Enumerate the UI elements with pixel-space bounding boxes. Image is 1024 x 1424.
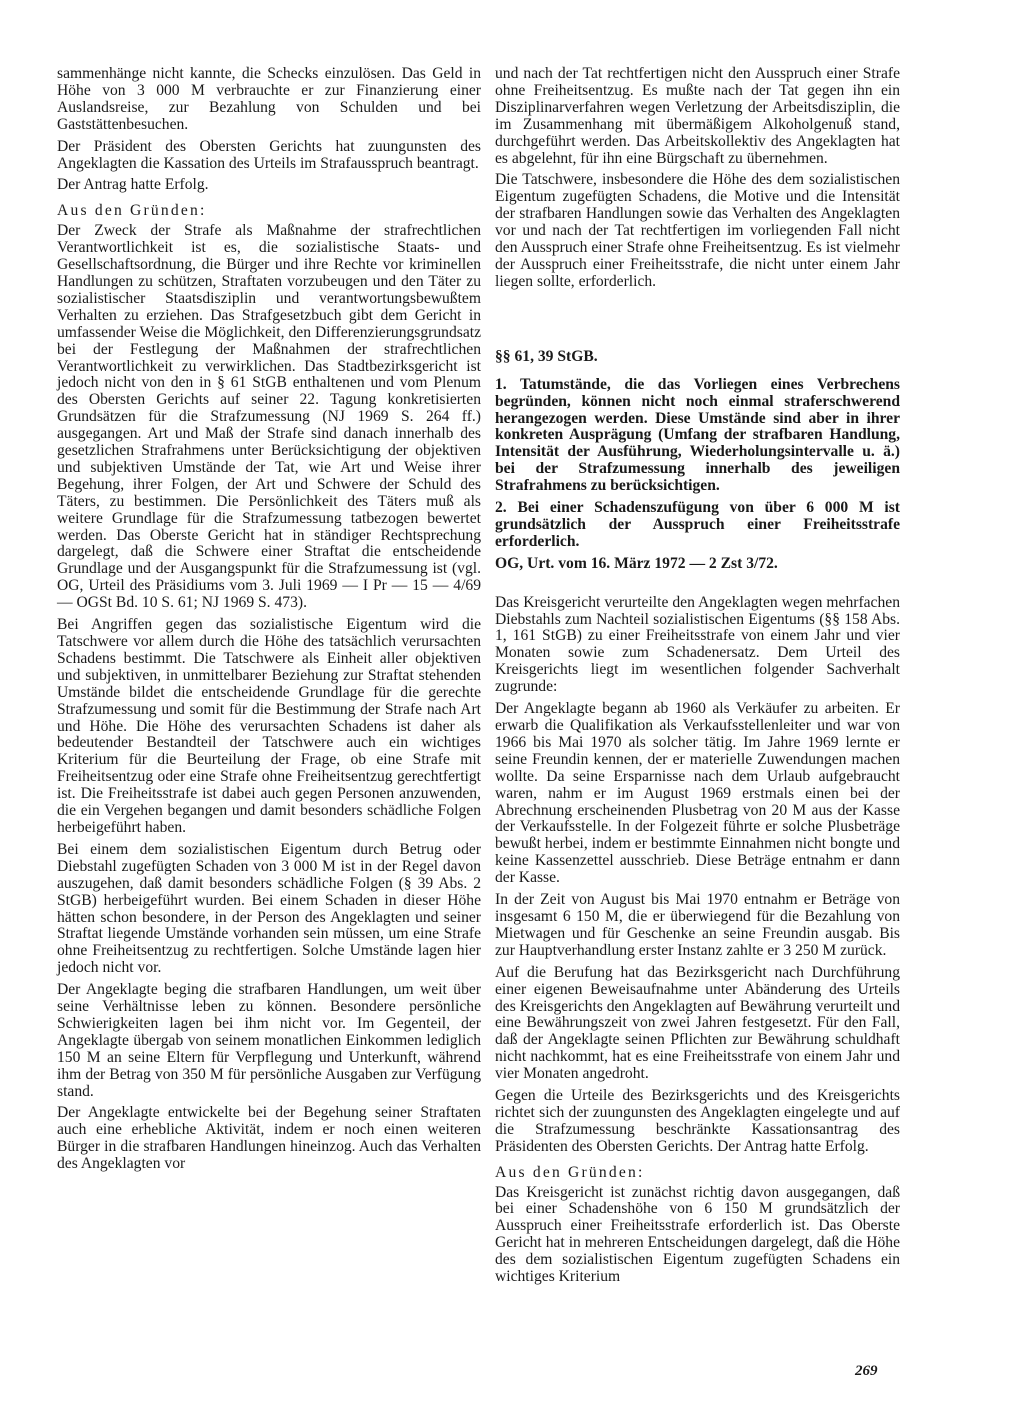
- paragraph: Der Antrag hatte Erfolg.: [57, 176, 209, 194]
- headnote: 2. Bei einer Schadenszufügung von über 6 000 M ist grundsätzlich der Ausspruch einer Freiheitsstrafe erforderlich.: [495, 499, 900, 550]
- court-citation: OG, Urt. vom 16. März 1972 — 2 Zst 3/72.: [495, 554, 778, 572]
- right-column: [495, 66, 900, 1291]
- paragraph: Das Kreisgericht verurteilte den Angeklagten wegen mehrfachen Diebstahls zum Nachteil sozialistischen Eigentums (§§ 158 Abs. 1, 161 StGB) zu einer Freiheitsstrafe von einem Jahr und vier Monaten sowie zum Schadenersatz. Dem Urteil des Kreisgerichts liegt im wesentlichen folgender Sachverhalt zugrunde:: [495, 593, 900, 696]
- paragraph: Der Zweck der Strafe als Maßnahme der strafrechtlichen Verantwortlichkeit ist es, die sozialistische Staats- und Gesellschaftsordnung, die Bürger und ihre Rechte vor kriminellen Handlungen zu schützen, Straftaten vorzubeugen und den Täter zu sozialistischer Staatsdisziplin und verantwortungsbewußtem Verhalten zu erziehen. Das Strafgesetzbuch gibt dem Gericht in umfassender Weise die Möglichkeit, den Differenzierungsgrundsatz bei der Festlegung der Maßnahmen der strafrechtlichen Verantwortlichkeit zu verwirklichen. Das Stadtbezirksgericht ist jedoch nicht von den in § 61 StGB enthaltenen und vom Plenum des Obersten Gerichts auf seiner 22. Tagung konkretisierten Grundsätzen für die Strafzumessung (NJ 1969 S. 264 ff.) ausgegangen. Art und Maß der Strafe sind danach innerhalb des gesetzlichen Strafrahmens unter Berücksichtigung der objektiven und subjektiven Umstände der Tat, wie Art und Weise ihrer Begehung, ihrer Folgen, der Art und Schwere der Schuld des Täters, zu bestimmen. Die Persönlichkeit des Täters muß als weitere Grundlage für die Strafzumessung tatbezogen bewertet werden. Das Oberste Gericht hat in ständiger Rechtsprechung dargelegt, daß die Schwere einer Straftat die entscheidende Grundlage und der Ausgangspunkt für die Strafzumessung ist (vgl. OG, Urteil des Präsidiums vom 3. Juli 1969 — I Pr — 15 — 4/69 — OGSt Bd. 10 S. 61; NJ 1969 S. 473).: [57, 222, 481, 612]
- headnote: 1. Tatumstände, die das Vorliegen eines Verbrechens begründen, können nicht noch einmal straferschwerend herangezogen werden. Diese Umstände sind aber in ihrer konkreten Ausprägung (Umfang der strafbaren Handlung, Intensität der Ausführung, Wiederholungsintervalle u. ä.) bei der Strafzumessung innerhalb des jeweiligen Strafrahmens zu berücksichtigen.: [495, 375, 900, 495]
- paragraph: Der Angeklagte beging die strafbaren Handlungen, um weit über seine Verhältnisse leben zu können. Besondere persönliche Schwierigkeiten lagen bei ihm nicht vor. Im Gegenteil, der Angeklagte übergab von seinem monatlichen Einkommen lediglich 150 M an seine Eltern für Verpflegung und Unterkunft, während ihm der Betrag von 350 M für persönliche Ausgaben zur Verfügung stand.: [57, 981, 481, 1100]
- page-number: 269: [855, 1363, 878, 1379]
- paragraph: Der Angeklagte begann ab 1960 als Verkäufer zu arbeiten. Er erwarb die Qualifikation als Verkaufsstellenleiter und war von 1966 bis Mai 1970 als solcher tätig. Im Jahre 1969 lernte er seine Freundin kennen, der er materielle Zuwendungen machen wollte. Da seine Ersparnisse nach dem Urlaub aufgebraucht waren, nahm er im August 1969 erstmals einen bei der Abrechnung erscheinenden Plusbetrag von 20 M aus der Kasse der Verkaufsstelle. In der Folgezeit führte er solche Plusbeträge bewußt herbei, indem er bestimmte Einnahmen nicht bongte und keine Kassenzettel ausschrieb. Diese Beträge entnahm er dann der Kasse.: [495, 700, 900, 887]
- section-heading: Aus den Gründen:: [57, 202, 207, 220]
- paragraph: Bei einem dem sozialistischen Eigentum durch Betrug oder Diebstahl zugefügten Schaden von 3 000 M ist in der Regel davon auszugehen, daß damit besonders schädliche Folgen (§ 39 Abs. 2 StGB) herbeigeführt wurden. Bei einem Schaden in dieser Höhe hätten schon besondere, in der Person des Angeklagten und seiner Straftat liegende Umstände vorhanden sein müssen, um eine Strafe ohne Freiheitsentzug zu rechtfertigen. Solche Umstände lagen hier jedoch nicht vor.: [57, 840, 481, 977]
- paragraph: In der Zeit von August bis Mai 1970 entnahm er Beträge von insgesamt 6 150 M, die er überwiegend für die Bezahlung von Mietwagen und für Geschenke an seine Freundin ausgab. Bis zur Hauptverhandlung erster Instanz zahlte er 3 250 M zurück.: [495, 891, 900, 959]
- paragraph: sammenhänge nicht kannte, die Schecks einzulösen. Das Geld in Höhe von 3 000 M verbrauchte er zur Finanzierung einer Auslandsreise, zur Bezahlung von Schulden und bei Gaststättenbesuchen.: [57, 65, 481, 133]
- section-heading: Aus den Gründen:: [495, 1163, 645, 1181]
- paragraph: Bei Angriffen gegen das sozialistische Eigentum wird die Tatschwere vor allem durch die Höhe des tatsächlich verursachten Schadens bestimmt. Die Tatschwere als Einheit aller objektiven und subjektiven, in unmittelbarer Beziehung zur Straftat stehenden Umstände bildet die entscheidende Grundlage für die gerechte Strafzumessung und somit für die Bestimmung der Strafe nach Art und Höhe. Die Höhe des verursachten Schadens ist daher als bedeutender Bestandteil der Tatschwere auch ein wichtiges Kriterium für die Beurteilung der Frage, ob eine Strafe mit Freiheitsentzug oder eine Strafe ohne Freiheitsentzug gerechtfertigt ist. Die Freiheitsstrafe ist dabei auch gegen Personen anzuwenden, die ein Vergehen begangen und damit besonders schädliche Folgen herbeigeführt haben.: [57, 616, 481, 836]
- statute-reference: §§ 61, 39 StGB.: [495, 347, 598, 365]
- paragraph: Der Angeklagte entwickelte bei der Begehung seiner Straftaten auch eine erhebliche Aktivität, indem er noch einen weiteren Bürger in die strafbaren Handlungen hineinzog. Auch das Verhalten des Angeklagten vor: [57, 1104, 481, 1173]
- paragraph: Der Präsident des Obersten Gerichts hat zuungunsten des Angeklagten die Kassation des Urteils im Strafausspruch beantragt.: [57, 137, 481, 172]
- paragraph: und nach der Tat rechtfertigen nicht den Ausspruch einer Strafe ohne Freiheitsentzug. Es mußte nach der Tat gegen ihn ein Disziplinarverfahren wegen Verletzung der Arbeitsdisziplin, die im Zusammenhang mit übermäßigem Alkoholgenuß stand, durchgeführt werden. Das Arbeitskollektiv des Angeklagten hat es abgelehnt, für ihn eine Bürgschaft zu übernehmen.: [495, 65, 900, 167]
- paragraph: Auf die Berufung hat das Bezirksgericht nach Durchführung einer eigenen Beweisaufnahme unter Abänderung des Urteils des Kreisgerichts den Angeklagten auf Bewährung verurteilt und eine Bewährungszeit von zwei Jahren festgesetzt. Für den Fall, daß der Angeklagte seinen Pflichten zur Bewährung schuldhaft nicht nachkommt, hat es eine Freiheitsstrafe von einem Jahr und vier Monaten angedroht.: [495, 963, 900, 1083]
- paragraph: Das Kreisgericht ist zunächst richtig davon ausgegangen, daß bei einer Schadenshöhe von 6 150 M grundsätzlich der Ausspruch einer Freiheitsstrafe erforderlich ist. Das Oberste Gericht hat in mehreren Entscheidungen dargelegt, daß die Höhe des dem sozialistischen Eigentum zugefügten Schadens ein wichtiges Kriterium: [495, 1183, 900, 1286]
- paragraph: Gegen die Urteile des Bezirksgerichts und des Kreisgerichts richtet sich der zuungunsten des Angeklagten eingelegte und auf die Strafzumessung beschränkte Kassationsantrag des Präsidenten des Obersten Gerichts. Der Antrag hatte Erfolg.: [495, 1087, 900, 1155]
- left-column: [57, 66, 481, 1178]
- paragraph: Die Tatschwere, insbesondere die Höhe des dem sozialistischen Eigentum zugefügten Schadens, die Motive und die Intensität der strafbaren Handlungen sowie das Verhalten des Angeklagten vor und nach der Tat rechtfertigen im vorliegenden Fall nicht den Ausspruch einer Strafe ohne Freiheitsentzug. Es ist vielmehr der Ausspruch einer Freiheitsstrafe, die nicht unter einem Jahr liegen sollte, erforderlich.: [495, 171, 900, 290]
